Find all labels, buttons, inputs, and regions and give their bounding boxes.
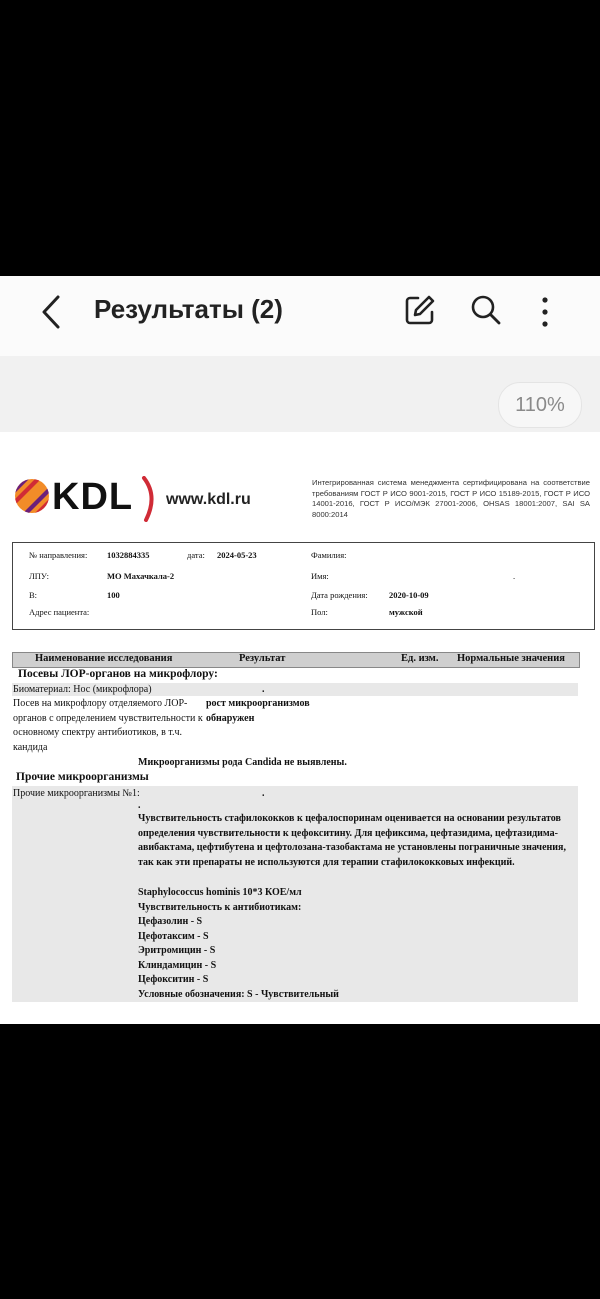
sex-label: Пол: bbox=[311, 607, 328, 617]
candida-result: Микроорганизмы рода Candida не выявлены. bbox=[138, 757, 347, 768]
sex-value: мужской bbox=[389, 607, 423, 617]
header-unit: Ед. изм. bbox=[401, 653, 439, 664]
antibiotic-item: Цефотаксим - S bbox=[138, 931, 209, 942]
name-value: . bbox=[513, 571, 516, 581]
header-test-name: Наименование исследования bbox=[35, 653, 173, 664]
address-label: Адрес пациента: bbox=[29, 607, 90, 617]
sensitivity-note: Чувствительность стафилококков к цефалоспоринам оценивается на основании результатов определения чувствительности к цефокситину. Для цефиксима, цефтазидима, цефтазидима-авибактама, цефтибутена и цефтолозана-тазобактама не установлены пограничные значения, так как эти препараты не используются для терапии стафилококковых инфекций. bbox=[138, 813, 566, 868]
back-arrow-icon[interactable] bbox=[36, 292, 66, 332]
surname-label: Фамилия: bbox=[311, 550, 347, 560]
referral-label: № направления: bbox=[29, 550, 88, 560]
edit-icon[interactable] bbox=[402, 292, 438, 328]
birth-value: 2020-10-09 bbox=[389, 590, 429, 600]
header-result: Результат bbox=[239, 653, 286, 664]
page-title: Результаты (2) bbox=[94, 294, 283, 324]
logo-arc-icon bbox=[140, 476, 160, 522]
zoom-level-badge[interactable]: 110% bbox=[498, 382, 582, 428]
section-lor-culture: Посевы ЛОР-органов на микрофлору: bbox=[18, 668, 218, 680]
name-label: Имя: bbox=[311, 571, 329, 581]
document-page bbox=[0, 432, 600, 1024]
other-label: Прочие микроорганизмы №1: bbox=[13, 788, 140, 799]
kdl-logo-icon bbox=[14, 478, 50, 514]
other-value: . bbox=[262, 788, 265, 799]
header-normal: Нормальные значения bbox=[457, 653, 565, 664]
v-label: В: bbox=[29, 590, 38, 600]
lpu-label: ЛПУ: bbox=[29, 571, 49, 581]
search-icon[interactable] bbox=[468, 292, 504, 328]
biomaterial-label: Биоматериал: Нос (микрофлора) bbox=[13, 684, 152, 695]
lpu-value: МО Махачкала-2 bbox=[107, 571, 175, 581]
more-options-icon[interactable] bbox=[530, 292, 560, 332]
referral-value: 1032884335 bbox=[107, 550, 150, 560]
culture-label: Посев на микрофлору отделяемого ЛОР-органов с определением чувствительности к основному спектру антибиотиков, в т.ч. кандида bbox=[13, 698, 203, 753]
zoom-bar bbox=[0, 356, 600, 432]
patient-info-box bbox=[12, 542, 595, 630]
culture-result: рост микроорганизмов обнаружен bbox=[206, 698, 310, 724]
separator-dot: . bbox=[138, 800, 141, 811]
website-link[interactable]: www.kdl.ru bbox=[166, 491, 251, 508]
date-label: дата: bbox=[187, 550, 205, 560]
certification-text: Интегрированная система менеджмента сертифицирована на соответствие требованиям ГОСТ Р ИСО 9001-2015, ГОСТ Р ИСО 15189-2015, ГОСТ Р ИСО 14001-2016, ГОСТ Р ИСО/МЭК 27001-2006, OHSAS 18001:2007, SAI SA 8000:2014 bbox=[312, 478, 590, 519]
date-value: 2024-05-23 bbox=[217, 550, 257, 560]
sensitivity-title: Чувствительность к антибиотикам: bbox=[138, 902, 302, 913]
antibiotic-item: Клиндамицин - S bbox=[138, 960, 217, 971]
antibiotic-item: Эритромицин - S bbox=[138, 945, 216, 956]
results-table-header bbox=[12, 652, 580, 668]
section-other-microorganisms: Прочие микроорганизмы bbox=[16, 771, 149, 783]
antibiotic-item: Цефазолин - S bbox=[138, 916, 203, 927]
v-value: 100 bbox=[107, 590, 120, 600]
logo-text: KDL bbox=[52, 476, 134, 518]
app-bar bbox=[0, 276, 600, 356]
birth-label: Дата рождения: bbox=[311, 590, 368, 600]
antibiotic-item: Цефокситин - S bbox=[138, 974, 209, 985]
organism-result: Staphylococcus hominis 10*3 КОЕ/мл bbox=[138, 887, 302, 898]
legend-text: Условные обозначения: S - Чувствительный bbox=[138, 989, 339, 1000]
biomaterial-value: . bbox=[262, 684, 265, 695]
